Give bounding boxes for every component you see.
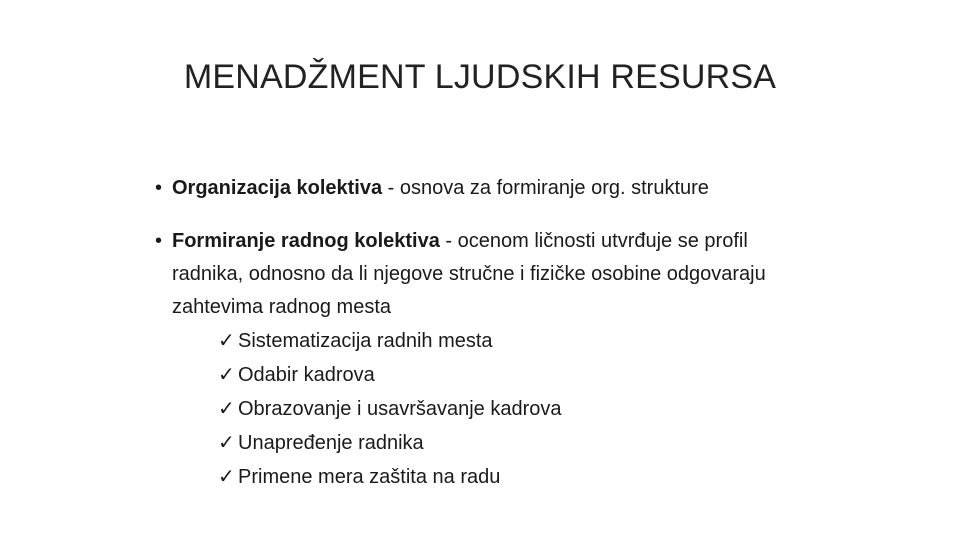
check-item-label: Unapređenje radnika — [238, 432, 424, 454]
check-icon: ✓ — [218, 430, 235, 454]
check-list — [172, 324, 855, 494]
bullet-lead: Organizacija kolektiva — [172, 177, 383, 199]
check-item-label: Obrazovanje i usavršavanje kadrova — [238, 398, 562, 420]
bullet-item-1 — [155, 172, 855, 205]
bullet-rest: - ocenom ličnosti utvrđuje se profil radnika, odnosno da li njegove stručne i fizičke osobine odgovaraju zahtevima radnog mesta — [172, 230, 766, 318]
check-icon: ✓ — [218, 464, 235, 488]
bullet-item-2 — [155, 225, 855, 494]
check-item-label: Odabir kadrova — [238, 364, 375, 386]
check-item-label: Primene mera zaštita na radu — [238, 466, 501, 488]
check-item — [218, 392, 855, 426]
check-item — [218, 426, 855, 460]
check-item — [218, 460, 855, 494]
bullet-dot: • — [155, 177, 163, 199]
slide-title: MENADŽMENT LJUDSKIH RESURSA — [183, 58, 777, 96]
check-item — [218, 324, 855, 358]
bullet-dot: • — [155, 230, 163, 252]
check-icon: ✓ — [218, 362, 235, 386]
bullet-text — [172, 225, 802, 324]
check-item — [218, 358, 855, 392]
bullet-list — [155, 172, 855, 494]
check-icon: ✓ — [218, 328, 235, 352]
bullet-lead: Formiranje radnog kolektiva — [172, 230, 440, 252]
check-item-label: Sistematizacija radnih mesta — [238, 330, 493, 352]
bullet-rest: - osnova za formiranje org. strukture — [382, 177, 709, 199]
check-icon: ✓ — [218, 396, 235, 420]
bullet-text — [172, 172, 855, 205]
